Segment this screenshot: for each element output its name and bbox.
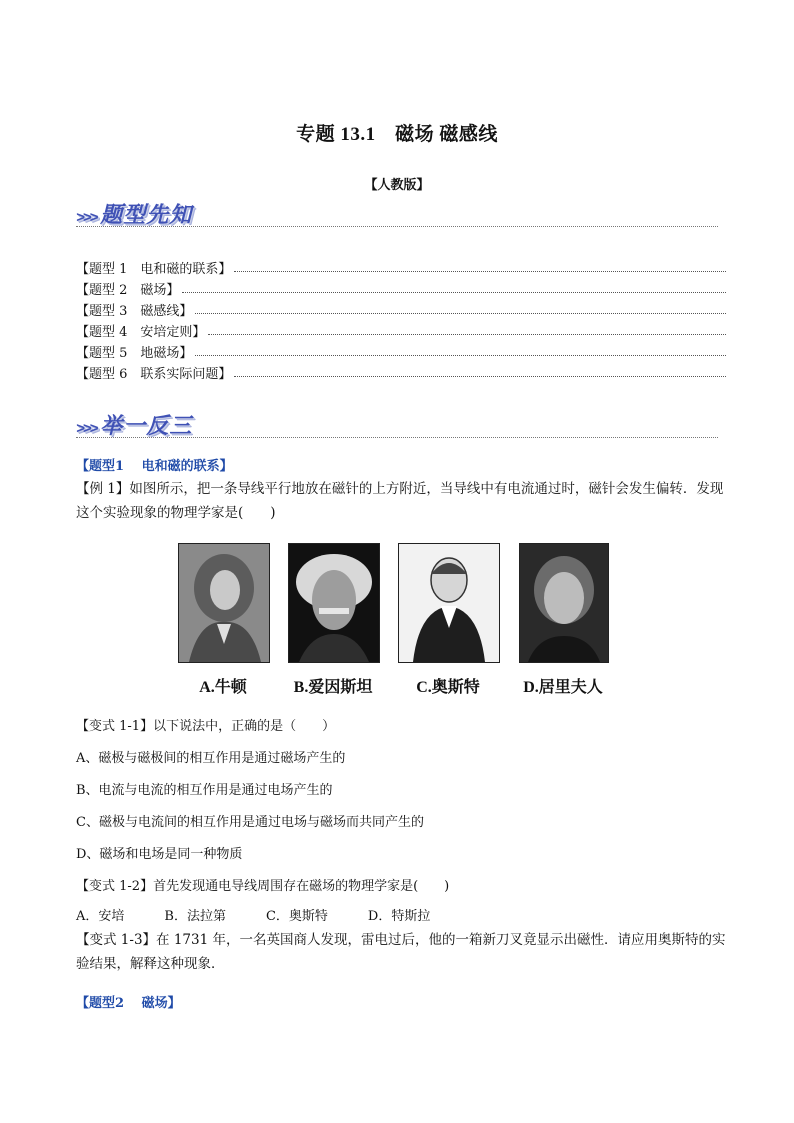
section-banner-practice — [76, 409, 192, 440]
page-title: 专题 13.1 磁场 磁感线 — [296, 124, 498, 145]
banner-text: 举一反三 — [100, 413, 193, 438]
portrait-einstein — [288, 543, 380, 663]
section-banner-preview — [76, 198, 192, 229]
portrait-newton — [178, 543, 270, 663]
option-item: B、电流与电流的相互作用是通过电场产生的 — [76, 783, 333, 798]
toc-item[interactable] — [76, 362, 726, 382]
toc-item[interactable] — [76, 299, 726, 319]
example-question: 【例 1】如图所示，把一条导线平行地放在磁针的上方附近，当导线中有电流通过时，磁针会发生偏转．发现这个实验现象的物理学家是( ) — [76, 481, 724, 521]
banner-arrows-icon: >>> — [76, 209, 97, 226]
choice-row — [76, 905, 496, 924]
portrait-caption: C.奥斯特 — [416, 679, 480, 696]
portrait-caption: B.爱因斯坦 — [293, 679, 373, 696]
divider — [76, 226, 718, 227]
option-item: D．特斯拉 — [367, 909, 431, 924]
type-heading: 【题型1 电和磁的联系】 — [76, 459, 233, 474]
edition-label: 【人教版】 — [364, 178, 430, 193]
toc-label: 【题型 6 联系实际问题】 — [76, 367, 232, 382]
toc-label: 【题型 4 安培定则】 — [76, 325, 206, 340]
portrait-caption: D.居里夫人 — [523, 679, 603, 696]
variant-question: 【变式 1-1】以下说法中，正确的是（ ） — [76, 719, 336, 734]
option-item: C．奥斯特 — [265, 909, 328, 924]
option-item: C、磁极与电流间的相互作用是通过电场与磁场而共同产生的 — [76, 815, 424, 830]
toc-leader — [195, 313, 726, 314]
option-item: B．法拉第 — [164, 909, 226, 924]
toc-label: 【题型 2 磁场】 — [76, 283, 180, 298]
toc-leader — [234, 376, 726, 377]
variant-question: 【变式 1-2】首先发现通电导线周围存在磁场的物理学家是( ) — [76, 879, 450, 894]
toc-label: 【题型 5 地磁场】 — [76, 346, 193, 361]
toc-item[interactable] — [76, 320, 726, 340]
variant-question: 【变式 1-3】在 1731 年，一名英国商人发现，雷电过后，他的一箱新刀叉竟显示出磁性．请应用奥斯特的实验结果，解释这种现象． — [76, 932, 726, 972]
toc-item[interactable] — [76, 257, 726, 277]
toc-item[interactable] — [76, 341, 726, 361]
option-item: A、磁极与磁极间的相互作用是通过磁场产生的 — [76, 751, 346, 766]
type-heading: 【题型2 磁场】 — [76, 996, 181, 1011]
portrait-curie — [519, 543, 609, 663]
toc-label: 【题型 3 磁感线】 — [76, 304, 193, 319]
toc-leader — [182, 292, 726, 293]
banner-arrows-icon: >>> — [76, 420, 97, 437]
toc-item[interactable] — [76, 278, 726, 298]
portrait-caption: A.牛顿 — [199, 679, 247, 696]
toc-leader — [195, 355, 726, 356]
option-item: D、磁场和电场是同一种物质 — [76, 847, 243, 862]
option-item: A．安培 — [76, 909, 125, 924]
divider — [76, 437, 718, 438]
toc-label: 【题型 1 电和磁的联系】 — [76, 262, 232, 277]
toc-leader — [208, 334, 726, 335]
banner-text: 题型先知 — [100, 202, 193, 227]
portrait-oersted — [398, 543, 500, 663]
toc-leader — [234, 271, 726, 272]
